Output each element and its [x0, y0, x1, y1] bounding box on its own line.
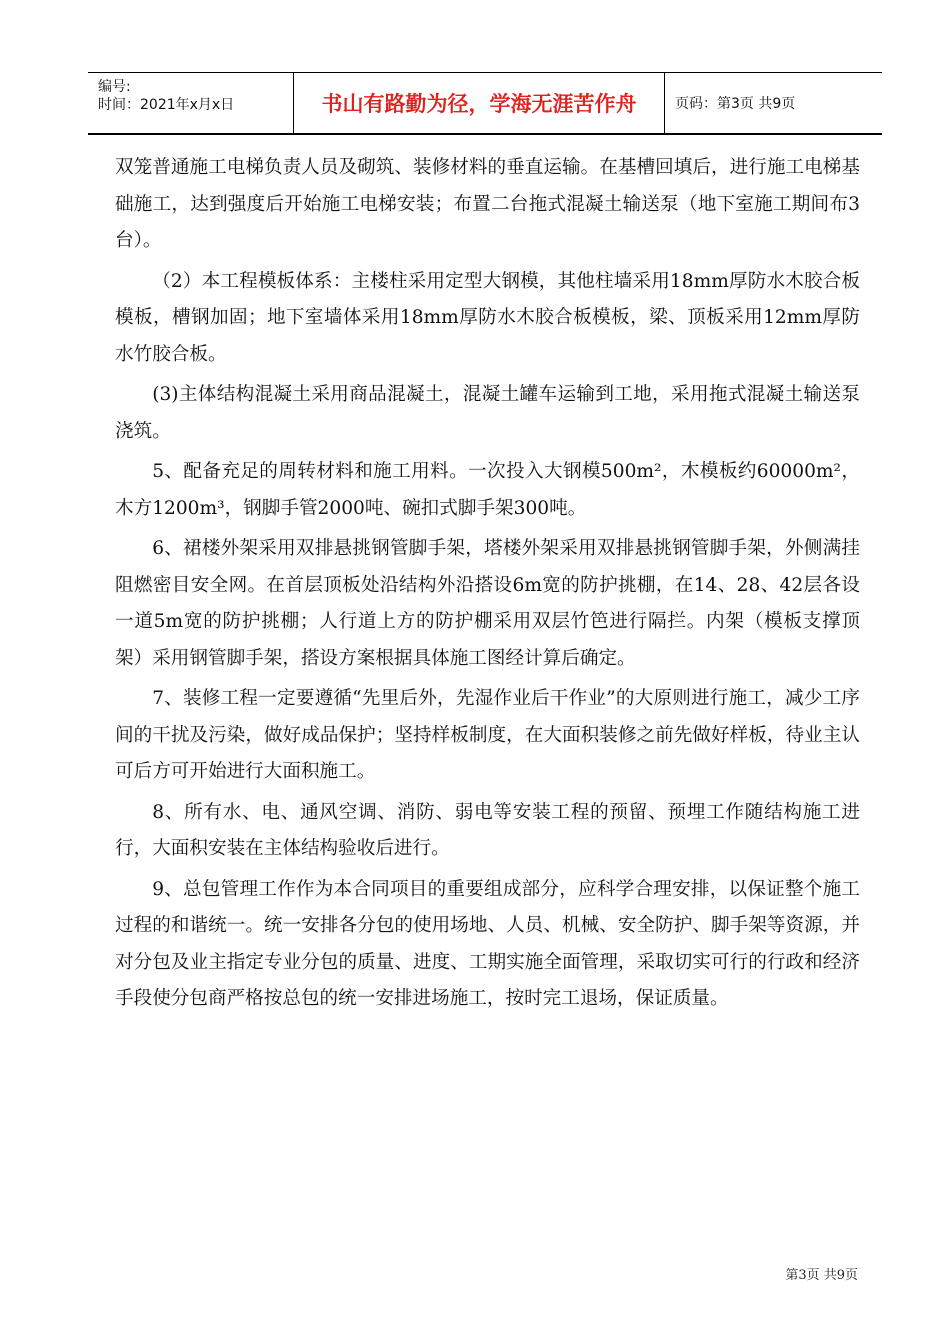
document-body [115, 150, 860, 1022]
paragraph: 7、装修工程一定要遵循“先里后外，先湿作业后干作业”的大原则进行施工，减少工序间的干扰及污染，做好成品保护；坚持样板制度，在大面积装修之前先做好样板，待业主认可后方可开始进行大面积施工。 [115, 688, 860, 782]
paragraph: 双笼普通施工电梯负责人员及砌筑、装修材料的垂直运输。在基槽回填后，进行施工电梯基础施工，达到强度后开始施工电梯安装；布置二台拖式混凝土输送泵（地下室施工期间布3台）。 [115, 157, 860, 251]
document-number-label: 编号: [98, 79, 131, 95]
paragraph: (3)主体结构混凝土采用商品混凝土，混凝土罐车运输到工地，采用拖式混凝土输送泵浇筑。 [115, 384, 860, 442]
document-time-label: 时间：2021年x月x日 [98, 97, 235, 113]
paragraph: 8、所有水、电、通风空调、消防、弱电等安装工程的预留、预埋工作随结构施工进行，大面积安装在主体结构验收后进行。 [115, 801, 860, 859]
header-meta [88, 73, 294, 133]
paragraph: 9、总包管理工作作为本合同项目的重要组成部分，应科学合理安排，以保证整个施工过程的和谐统一。统一安排各分包的使用场地、人员、机械、安全防护、脚手架等资源，并对分包及业主指定专业分包的质量、进度、工期实施全面管理，采取切实可行的行政和经济手段使分包商严格按总包的统一安排进场施工，按时完工退场，保证质量。 [115, 878, 860, 1009]
page-header [88, 72, 882, 135]
header-page-code: 页码：第3页 共9页 [675, 96, 796, 112]
header-motto: 书山有路勤为径，学海无涯苦作舟 [294, 73, 665, 133]
page-footer: 第3页 共9页 [785, 1268, 858, 1283]
paragraph: 6、裙楼外架采用双排悬挑钢管脚手架，塔楼外架采用双排悬挑钢管脚手架，外侧满挂阻燃密目安全网。在首层顶板处沿结构外沿搭设6m宽的防护挑棚，在14、28、42层各设一道5m宽的防护挑棚；人行道上方的防护棚采用双层竹笆进行隔拦。内架（模板支撑顶架）采用钢管脚手架，搭设方案根据具体施工图经计算后确定。 [115, 538, 860, 669]
paragraph: 5、配备充足的周转材料和施工用料。一次投入大钢模500m²，木模板约60000m²，木方1200m³，钢脚手管2000吨、碗扣式脚手架300吨。 [115, 461, 860, 519]
paragraph: （2）本工程模板体系：主楼柱采用定型大钢模，其他柱墙采用18mm厚防水木胶合板模板，槽钢加固；地下室墙体采用18mm厚防水木胶合板模板，梁、顶板采用12mm厚防水竹胶合板。 [115, 270, 860, 365]
